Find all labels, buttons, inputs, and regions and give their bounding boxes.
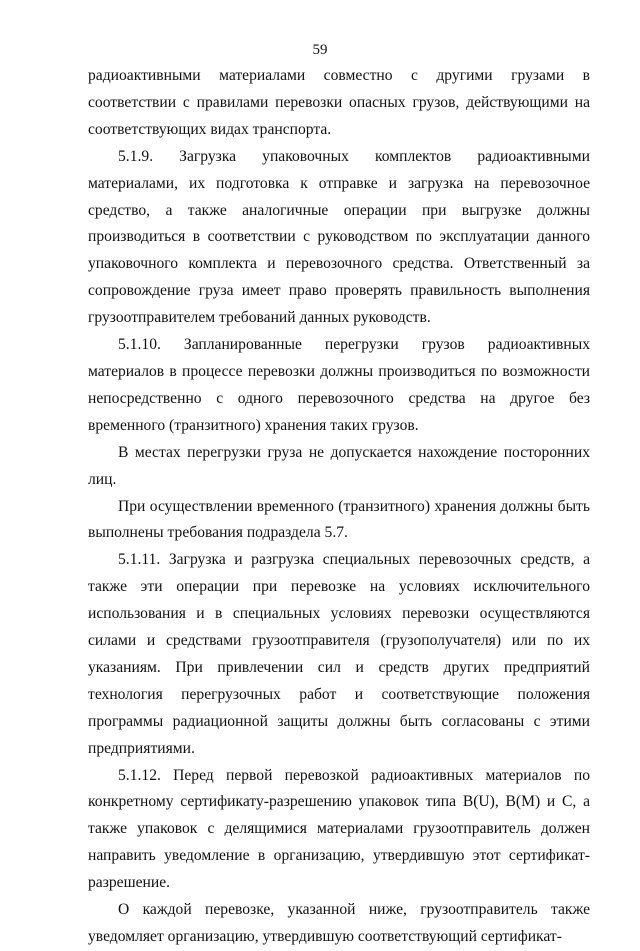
paragraph-5-1-9: 5.1.9. Загрузка упаковочных комплектов радиоактивными материалами, их подготовка к отправке и загрузка на перевозочное средство, а также аналогичные операции при выгрузке должны производиться в соответствии с руководством по эксплуатации данного упаковочного комплекта и перевозочного средства. Ответственный за сопровождение груза имеет право проверять правильность выполнения грузоотправителем требований данных руководств. <box>88 147 590 327</box>
paragraph-5-1-11: 5.1.11. Загрузка и разгрузка специальных перевозочных средств, а также эти операции при перевозке на условиях исключительного использования и в специальных условиях перевозки осуществляются силами и средствами грузоотправителя (грузополучателя) или по их указаниям. При привлечении сил и средств других предприятий технология перегрузочных работ и соответствующие положения программы радиационной защиты должны быть согласованы с этими предприятиями. <box>88 551 590 757</box>
paragraph-transit-storage: При осуществлении временного (транзитного) хранения должны быть выполнены требования подраздела 5.7. <box>88 497 590 542</box>
paragraph-5-1-12: 5.1.12. Перед первой перевозкой радиоактивных материалов по конкретному сертификату-разрешению упаковок типа B(U), B(M) и C, а также упаковок с делящимися материалами грузоотправитель должен направить уведомление в организацию, утвердившую этот сертификат-разрешение. <box>88 766 590 892</box>
paragraph-continuation: радиоактивными материалами совместно с другими грузами в соответствии с правилами перевозки опасных грузов, действующими на соответствующих видах транспорта. <box>88 67 590 138</box>
body-text <box>88 63 590 951</box>
page-number: 59 <box>312 42 328 58</box>
paragraph-5-1-10: 5.1.10. Запланированные перегрузки грузов радиоактивных материалов в процессе перевозки должны производиться по возможности непосредственно с одного перевозочного средства на другое без временного (транзитного) хранения таких грузов. <box>88 336 590 434</box>
paragraph-transfer-places: В местах перегрузки груза не допускается нахождение посторонних лиц. <box>88 443 590 488</box>
paragraph-each-shipment: О каждой перевозке, указанной ниже, грузоотправитель также уведомляет организацию, утвердившую соответствующий сертификат- <box>88 901 590 945</box>
